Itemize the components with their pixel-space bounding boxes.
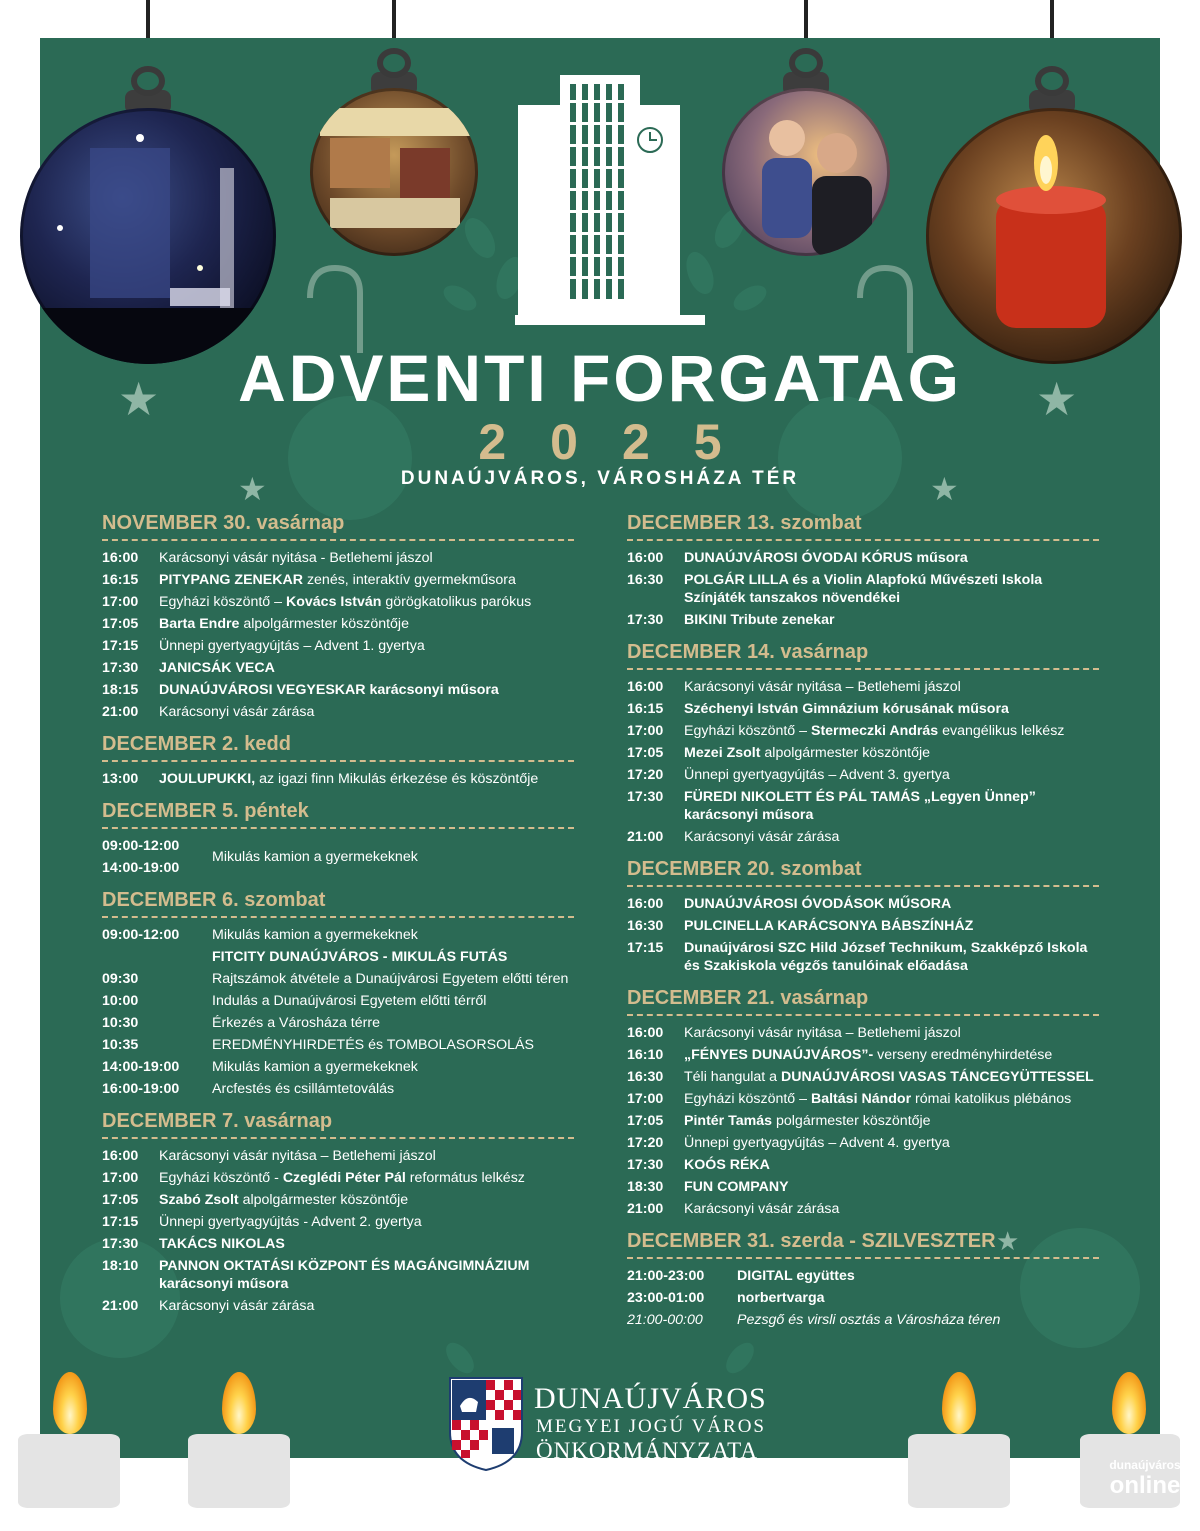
schedule-event [627,1265,1099,1287]
city-hall-tower-icon [515,70,705,330]
event-description [212,992,574,1010]
schedule-event [102,635,574,657]
schedule-event [102,946,574,968]
event-location: DUNAÚJVÁROS, VÁROSHÁZA TÉR [400,468,800,489]
schedule-event [627,1176,1099,1198]
event-description [212,1036,574,1054]
event-text: Ünnepi gyertyagyújtás – Advent 1. gyertya [159,638,425,654]
event-text: PITYPANG ZENEKAR [159,572,303,588]
day-heading: DECEMBER 21. vasárnap [627,987,1099,1016]
schedule-day [102,733,574,790]
event-text: alpolgármester köszöntője [238,1192,409,1208]
event-text: Karácsonyi vásár nyitása – Betlehemi jászol [684,1025,961,1041]
event-description [159,1297,574,1315]
event-description [212,926,574,944]
schedule-day [627,641,1099,848]
ornament-loop-2 [377,48,411,78]
event-text: DUNAÚJVÁROSI VEGYESKAR karácsonyi műsora [159,682,499,698]
candle-icon [908,1434,1010,1508]
event-time: 16:00-19:00 [102,1081,180,1097]
event-time: 21:00 [627,1201,664,1217]
event-text: PULCINELLA KARÁCSONYA BÁBSZÍNHÁZ [684,918,974,934]
event-text: Szabó Zsolt [159,1192,239,1208]
event-description [159,637,574,655]
schedule-event [627,937,1099,977]
event-text: római katolikus plébános [911,1091,1072,1107]
event-time: 17:30 [627,1157,664,1173]
event-text: „FÉNYES DUNAÚJVÁROS”- [684,1047,874,1063]
event-description [159,549,574,567]
schedule-event [102,1078,574,1100]
event-description [159,1257,574,1293]
event-time: 17:05 [627,1113,664,1129]
event-text: Ünnepi gyertyagyújtás - Advent 2. gyertya [159,1214,422,1230]
event-text: zenés, interaktív gyermekműsora [303,572,516,588]
schedule-event [102,1145,574,1167]
ornament-photo-candle [926,108,1182,364]
event-time: 18:10 [102,1258,139,1274]
schedule-column-left [102,500,574,1317]
event-description [684,766,1099,784]
star-icon: ★ [118,373,160,425]
event-description [159,1191,574,1209]
schedule-event [102,990,574,1012]
event-text: TAKÁCS NIKOLAS [159,1236,285,1252]
event-time: 18:15 [102,682,139,698]
schedule-day [102,889,574,1100]
event-description [684,788,1099,824]
schedule-event [102,657,574,679]
event-description [159,1147,574,1165]
star-icon: ★ [238,471,267,507]
event-time: 17:00 [102,594,139,610]
watermark-line-2: online [1109,1472,1181,1499]
schedule-day [627,987,1099,1220]
event-text: Karácsonyi vásár nyitása – Betlehemi jászol [159,1148,436,1164]
event-text: Pintér Tamás [684,1113,773,1129]
event-description [212,970,574,988]
schedule-event [627,569,1099,609]
event-description [684,678,1099,696]
event-time: 17:15 [627,940,664,956]
event-description [159,703,574,721]
event-description [684,939,1099,975]
event-description [212,1080,574,1098]
schedule-event [627,720,1099,742]
event-text: Czeglédi Péter Pál [282,1170,406,1186]
event-text: Egyházi köszöntő – [684,723,811,739]
schedule-event [102,1056,574,1078]
event-year: 2025 [478,414,766,470]
candle-icon [18,1434,120,1508]
schedule-event [627,1110,1099,1132]
event-text: Érkezés a Városháza térre [212,1015,380,1031]
event-text: Mikulás kamion a gyermekeknek [212,1059,418,1075]
event-time: 17:30 [102,660,139,676]
logo-subtitle-1: MEGYEI JOGÚ VÁROS [536,1416,766,1437]
schedule-event [627,698,1099,720]
event-time: 16:00 [627,896,664,912]
day-heading: DECEMBER 5. péntek [102,800,574,829]
schedule-event [102,1034,574,1056]
schedule-event [102,835,574,879]
event-time: 17:20 [627,1135,664,1151]
event-text: FUN COMPANY [684,1179,789,1195]
event-description [212,837,574,877]
event-text: JOULUPUKKI, [159,771,256,787]
event-description [159,593,574,611]
schedule-event [627,547,1099,569]
event-time: 21:00 [102,1298,139,1314]
schedule-day [627,512,1099,631]
event-text: együttes [792,1268,855,1284]
schedule-event [102,1189,574,1211]
schedule-day [102,512,574,723]
event-text: verseny eredményhirdetése [873,1047,1053,1063]
schedule-event [102,768,574,790]
event-text: Ünnepi gyertyagyújtás – Advent 3. gyertya [684,767,950,783]
event-text: Arcfestés és csillámtetoválás [212,1081,395,1097]
event-time: 16:30 [627,918,664,934]
event-text: DUNAÚJVÁROSI VASAS TÁNCEGYÜTTESSEL [781,1069,1094,1085]
event-text: FÜREDI NIKOLETT ÉS PÁL TAMÁS „Legyen Ünnep” karácsonyi műsora [684,789,1036,823]
event-time: 16:15 [627,701,664,717]
schedule-event [627,915,1099,937]
logo-subtitle-2: ÖNKORMÁNYZATA [536,1438,758,1463]
event-time: 21:00-00:00 [627,1312,703,1328]
event-description [684,571,1099,607]
event-time: 09:00-12:00 [102,838,180,854]
event-text: polgármester köszöntője [772,1113,931,1129]
event-description [684,1024,1099,1042]
event-time: 21:00-23:00 [627,1268,705,1284]
event-text: Széchenyi István Gimnázium kórusának műsora [684,701,1009,717]
ornament-photo-market [310,88,478,256]
event-description [684,1134,1099,1152]
schedule-day [627,1230,1099,1331]
event-time: 14:00-19:00 [102,1059,180,1075]
event-description [212,1058,574,1076]
event-description [684,722,1099,740]
schedule-event [627,1132,1099,1154]
event-time: 17:00 [627,723,664,739]
coat-of-arms-icon [448,1376,524,1472]
schedule-event [102,569,574,591]
event-time: 17:05 [627,745,664,761]
event-time: 17:00 [102,1170,139,1186]
event-text: evangélikus lelkész [938,723,1065,739]
event-description [684,895,1099,913]
event-text: Dunaújvárosi SZC Hild József Technikum, Szakképző Iskola és Szakiskola végzős tanulóinak előadása [684,940,1088,974]
schedule-event [102,613,574,635]
event-time: 17:00 [627,1091,664,1107]
event-text: alpolgármester köszöntője [760,745,931,761]
event-text: görögkatolikus parókus [381,594,532,610]
schedule-day [627,858,1099,977]
event-time: 17:15 [102,638,139,654]
schedule-event [627,609,1099,631]
event-text: EREDMÉNYHIRDETÉS és TOMBOLASORSOLÁS [212,1037,534,1053]
event-text: Rajtszámok átvétele a Dunaújvárosi Egyetem előtti téren [212,971,569,987]
event-text: Karácsonyi vásár zárása [684,1201,840,1217]
event-time: 16:00 [627,679,664,695]
event-text: Egyházi köszöntő – [159,594,286,610]
star-icon: ★ [1036,373,1078,425]
event-time: 21:00 [627,829,664,845]
day-heading: DECEMBER 31. szerda - SZILVESZTER [627,1230,1099,1259]
schedule-day [102,1110,574,1317]
event-time: 17:15 [102,1214,139,1230]
day-heading: DECEMBER 14. vasárnap [627,641,1099,670]
event-description [684,744,1099,762]
event-description [737,1311,1099,1329]
event-time: 16:15 [102,572,139,588]
event-description [684,917,1099,935]
event-description [684,828,1099,846]
schedule-event [627,1088,1099,1110]
event-description [684,700,1099,718]
event-description [159,1169,574,1187]
schedule-event [627,1022,1099,1044]
schedule-event [102,591,574,613]
event-time: 09:30 [102,971,139,987]
event-text: PANNON OKTATÁSI KÖZPONT ÉS MAGÁNGIMNÁZIUM karácsonyi műsora [159,1258,530,1292]
event-text: Kovács István [285,594,382,610]
ornament-loop-4 [1035,66,1069,96]
event-text: Mezei Zsolt [684,745,761,761]
event-text: Mikulás kamion a gyermekeknek [212,849,418,865]
ornament-loop-3 [789,48,823,78]
day-heading: NOVEMBER 30. vasárnap [102,512,574,541]
event-description [684,1090,1099,1108]
event-time: 23:00-01:00 [627,1290,705,1306]
event-description [737,1267,1099,1285]
event-time: 16:30 [627,1069,664,1085]
schedule-event [627,742,1099,764]
event-text: FITCITY DUNAÚJVÁROS - MIKULÁS FUTÁS [212,949,508,965]
event-description [684,1046,1099,1064]
day-heading: DECEMBER 13. szombat [627,512,1099,541]
event-text: az igazi finn Mikulás érkezése és köszöntője [255,771,539,787]
star-icon: ★ [930,471,959,507]
schedule-event [102,1167,574,1189]
event-description [684,1156,1099,1174]
event-description [684,1112,1099,1130]
event-description [159,770,574,788]
schedule-event [102,968,574,990]
event-text: Karácsonyi vásár nyitása – Betlehemi jászol [684,679,961,695]
event-text: alpolgármester köszöntője [239,616,409,632]
ornament-loop-1 [131,66,165,96]
candle-icon [188,1434,290,1508]
event-text: Karácsonyi vásár zárása [159,1298,315,1314]
schedule-event [102,924,574,946]
event-description [684,549,1099,567]
event-text: Mikulás kamion a gyermekeknek [212,927,418,943]
event-text: norbertvarga [737,1290,825,1306]
event-time: 16:00 [102,1148,139,1164]
event-description [212,1014,574,1032]
event-time: 10:35 [102,1037,139,1053]
schedule-event [627,1044,1099,1066]
day-heading: DECEMBER 6. szombat [102,889,574,918]
schedule-day [102,800,574,879]
event-description [159,1235,574,1253]
event-time: 17:20 [627,767,664,783]
event-time: 16:00 [102,550,139,566]
schedule-event [627,1198,1099,1220]
event-text: KOÓS RÉKA [684,1157,770,1173]
schedule-event [627,1154,1099,1176]
day-heading: DECEMBER 20. szombat [627,858,1099,887]
event-text: DUNAÚJVÁROSI ÓVODÁSOK MŰSORA [684,896,952,912]
schedule-event [102,701,574,723]
event-text: Ünnepi gyertyagyújtás – Advent 4. gyertya [684,1135,950,1151]
schedule-event [627,1287,1099,1309]
schedule-event [627,1066,1099,1088]
watermark-line-1: dunaújváros [1109,1458,1181,1472]
schedule-event [102,1233,574,1255]
event-time: 09:00-12:00 [102,927,180,943]
event-text: Karácsonyi vásár nyitása - Betlehemi jászol [159,550,433,566]
event-description [159,1213,574,1231]
schedule-event [627,764,1099,786]
event-time: 10:00 [102,993,139,1009]
event-description [737,1289,1099,1307]
event-text: Pezsgő és virsli osztás a Városháza téren [737,1312,1001,1328]
schedule-event [102,1255,574,1295]
schedule-event [102,1012,574,1034]
day-heading: DECEMBER 2. kedd [102,733,574,762]
event-time: 13:00 [102,771,139,787]
event-text: Téli hangulat a [684,1069,782,1085]
event-time: 16:10 [627,1047,664,1063]
event-time: 17:05 [102,1192,139,1208]
event-text: POLGÁR LILLA és a Violin Alapfokú Művészeti Iskola Színjáték tanszakos növendékei [684,572,1043,606]
schedule-event [627,826,1099,848]
event-text: BIKINI Tribute zenekar [684,612,835,628]
event-text: DUNAÚJVÁROSI ÓVODAI KÓRUS műsora [684,550,968,566]
event-text: Egyházi köszöntő – [684,1091,811,1107]
event-text: református lelkész [405,1170,525,1186]
event-text: Stermeczki András [810,723,939,739]
event-text: Egyházi köszöntő - [159,1170,283,1186]
event-description [212,948,574,966]
event-description [159,681,574,699]
event-time: 17:30 [102,1236,139,1252]
event-time: 16:00 [627,550,664,566]
schedule-event [102,1211,574,1233]
event-description [684,1178,1099,1196]
event-text: JANICSÁK VECA [159,660,275,676]
schedule-event [102,679,574,701]
event-time: 10:30 [102,1015,139,1031]
logo-city-name: DUNAÚJVÁROS [534,1382,767,1415]
event-time: 17:30 [627,612,664,628]
ornament-photo-stage [20,108,276,364]
event-time: 16:00 [627,1025,664,1041]
event-description [684,611,1099,629]
event-text: Barta Endre [159,616,240,632]
event-time: 17:05 [102,616,139,632]
event-description [159,571,574,589]
event-time: 18:30 [627,1179,664,1195]
event-time: 17:30 [627,789,664,805]
event-time: 16:30 [627,572,664,588]
schedule-event [102,1295,574,1317]
schedule-event [102,547,574,569]
event-description [684,1068,1099,1086]
event-description [159,615,574,633]
event-text: Indulás a Dunaújvárosi Egyetem előtti térről [212,993,487,1009]
event-text: DIGITAL [737,1268,793,1284]
star-icon: ★ [996,1226,1020,1256]
event-time: 21:00 [102,704,139,720]
event-text: Karácsonyi vásár zárása [159,704,315,720]
day-heading: DECEMBER 7. vasárnap [102,1110,574,1139]
schedule-column-right [627,500,1099,1331]
page-title: ADVENTI FORGATAG [238,341,962,415]
event-time: 14:00-19:00 [102,860,180,876]
schedule-event [627,786,1099,826]
schedule-event [627,893,1099,915]
ornament-photo-family [722,88,890,256]
event-description [159,659,574,677]
event-text: Baltási Nándor [810,1091,912,1107]
schedule-event [627,1309,1099,1331]
event-text: Karácsonyi vásár zárása [684,829,840,845]
event-description [684,1200,1099,1218]
schedule-event [627,676,1099,698]
